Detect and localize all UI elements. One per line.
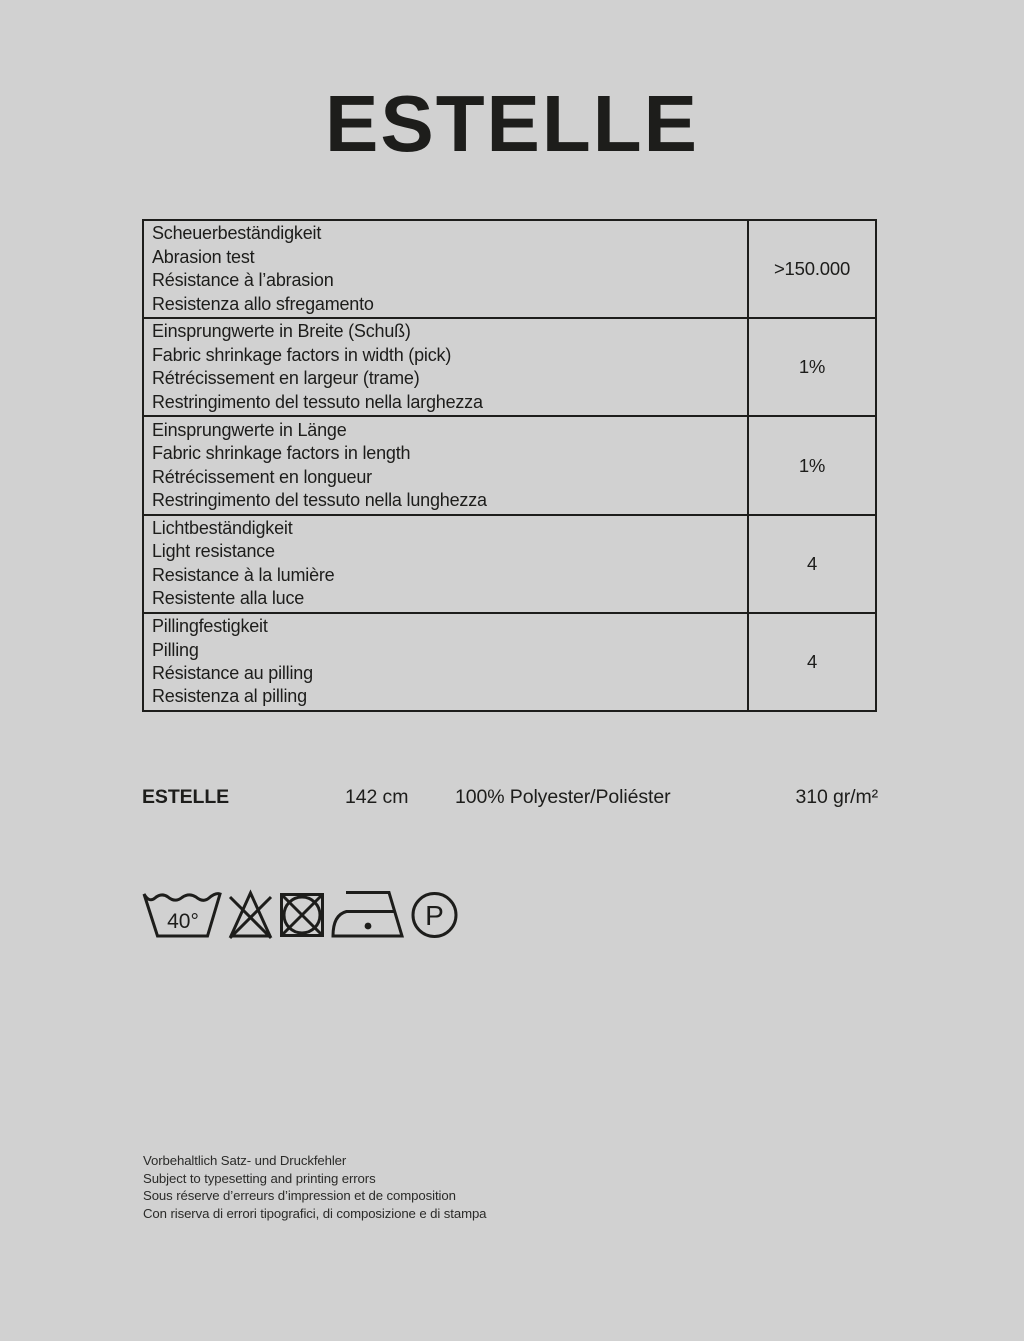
label-it: Resistenza allo sfregamento bbox=[152, 293, 374, 314]
label-en: Pilling bbox=[152, 639, 199, 660]
disclaimer bbox=[143, 1152, 486, 1222]
spec-table bbox=[142, 219, 877, 712]
label-it: Resistente alla luce bbox=[152, 588, 305, 609]
table-row-abrasion bbox=[144, 221, 875, 319]
row-labels bbox=[144, 319, 747, 415]
do-not-tumble-dry-icon bbox=[279, 884, 325, 940]
dry-clean-letter: P bbox=[425, 900, 444, 931]
label-en: Fabric shrinkage factors in width (pick) bbox=[152, 344, 452, 365]
fabric-info-row bbox=[142, 786, 878, 812]
iron-one-dot-icon bbox=[331, 884, 405, 940]
fabric-composition: 100% Polyester/Poliéster bbox=[455, 786, 671, 808]
fabric-width: 142 cm bbox=[345, 786, 409, 808]
row-value: 4 bbox=[747, 516, 875, 612]
row-value: 1% bbox=[747, 417, 875, 513]
label-fr: Résistance à l’abrasion bbox=[152, 270, 334, 291]
disclaimer-line-fr: Sous réserve d’erreurs d’impression et de composition bbox=[143, 1188, 456, 1204]
row-value: >150.000 bbox=[747, 221, 875, 317]
label-fr: Résistance au pilling bbox=[152, 662, 313, 683]
row-labels bbox=[144, 516, 747, 612]
label-fr: Rétrécissement en longueur bbox=[152, 466, 372, 487]
label-de: Einsprungwerte in Länge bbox=[152, 419, 347, 440]
row-labels bbox=[144, 614, 747, 710]
do-not-bleach-icon bbox=[228, 884, 273, 940]
row-value: 1% bbox=[747, 319, 875, 415]
label-de: Pillingfestigkeit bbox=[152, 616, 268, 637]
label-it: Resistenza al pilling bbox=[152, 686, 307, 707]
fabric-name: ESTELLE bbox=[142, 786, 230, 808]
label-de: Scheuerbeständigkeit bbox=[152, 223, 322, 244]
label-it: Restringimento del tessuto nella larghezza bbox=[152, 391, 483, 412]
table-row-shrinkage-length bbox=[144, 417, 875, 515]
row-labels bbox=[144, 417, 747, 513]
label-en: Fabric shrinkage factors in length bbox=[152, 443, 411, 464]
page-title: ESTELLE bbox=[324, 79, 700, 168]
care-symbols-row bbox=[142, 882, 458, 940]
wash-40-icon bbox=[142, 884, 222, 940]
label-de: Einsprungwerte in Breite (Schuß) bbox=[152, 321, 411, 342]
disclaimer-line-it: Con riserva di errori tipografici, di composizione e di stampa bbox=[143, 1205, 487, 1221]
wash-temp-label: 40° bbox=[167, 910, 199, 933]
iron-dot bbox=[365, 923, 372, 930]
row-labels bbox=[144, 221, 747, 317]
label-de: Lichtbeständigkeit bbox=[152, 517, 293, 538]
row-value: 4 bbox=[747, 614, 875, 710]
label-fr: Rétrécissement en largeur (trame) bbox=[152, 368, 420, 389]
disclaimer-line-en: Subject to typesetting and printing errors bbox=[143, 1170, 376, 1186]
table-row-pilling bbox=[144, 614, 875, 710]
label-en: Light resistance bbox=[152, 541, 275, 562]
label-fr: Resistance à la lumière bbox=[152, 564, 335, 585]
label-it: Restringimento del tessuto nella lunghezza bbox=[152, 489, 487, 510]
table-row-shrinkage-width bbox=[144, 319, 875, 417]
disclaimer-line-de: Vorbehaltlich Satz- und Druckfehler bbox=[143, 1153, 347, 1168]
dry-clean-p-icon bbox=[411, 884, 458, 940]
table-row-light-resistance bbox=[144, 516, 875, 614]
fabric-weight: 310 gr/m² bbox=[795, 786, 878, 808]
label-en: Abrasion test bbox=[152, 246, 255, 267]
